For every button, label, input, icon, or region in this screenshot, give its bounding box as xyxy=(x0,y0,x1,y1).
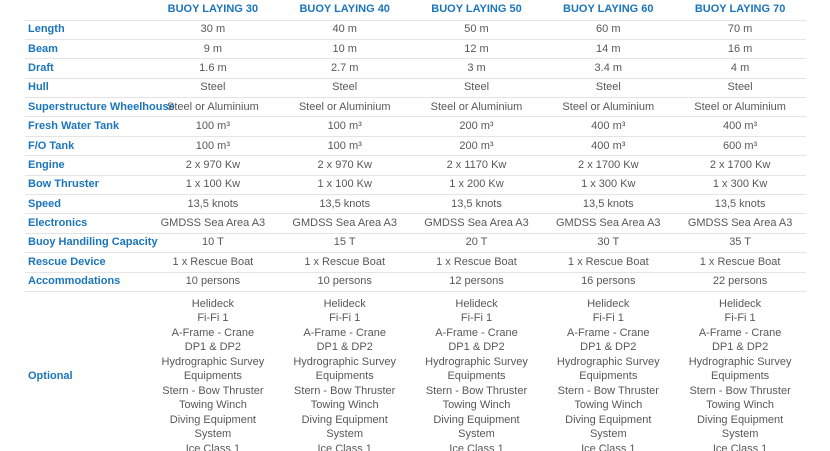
optional-item: Fi-Fi 1 xyxy=(329,312,361,325)
cell-value: 70 m xyxy=(674,20,806,39)
cell-value: 16 m xyxy=(674,39,806,58)
optional-item: A-Frame - Crane xyxy=(435,326,518,339)
optional-item: Helideck xyxy=(323,297,366,310)
cell-value: 3.4 m xyxy=(542,59,674,78)
optional-item: Fi-Fi 1 xyxy=(724,312,756,325)
optional-item: Ice Class 1 xyxy=(581,442,636,451)
cell-value: 1 x Rescue Boat xyxy=(542,253,674,272)
cell-value: Steel or Aluminium xyxy=(411,98,543,117)
optional-item: Diving Equipment System xyxy=(565,413,652,441)
optional-item: Towing Winch xyxy=(442,399,511,412)
optional-cell xyxy=(147,291,279,451)
optional-item: DP1 & DP2 xyxy=(711,341,769,354)
cell-value: 1 x 200 Kw xyxy=(411,175,543,194)
optional-item: Fi-Fi 1 xyxy=(592,312,624,325)
cell-value: 1 x Rescue Boat xyxy=(147,253,279,272)
table-row xyxy=(25,136,806,155)
optional-item: Towing Winch xyxy=(706,399,775,412)
table-row xyxy=(25,233,806,252)
row-label: Electronics xyxy=(25,214,147,233)
table-header xyxy=(25,0,806,20)
cell-value: 22 persons xyxy=(674,272,806,291)
row-label: Superstructure Wheelhouse xyxy=(25,98,147,117)
optional-item: Helideck xyxy=(191,297,234,310)
cell-value: 14 m xyxy=(542,39,674,58)
row-label: F/O Tank xyxy=(25,136,147,155)
row-label: Beam xyxy=(25,39,147,58)
cell-value: 10 persons xyxy=(147,272,279,291)
table-row xyxy=(25,39,806,58)
cell-value: 9 m xyxy=(147,39,279,58)
cell-value: 1.6 m xyxy=(147,59,279,78)
optional-item: Hydrographic Survey Equipments xyxy=(556,355,660,383)
cell-value: 13,5 knots xyxy=(542,195,674,214)
table-row xyxy=(25,272,806,291)
optional-item: Stern - Bow Thruster xyxy=(689,384,791,397)
cell-value: 4 m xyxy=(674,59,806,78)
row-label: Fresh Water Tank xyxy=(25,117,147,136)
optional-item: DP1 & DP2 xyxy=(316,341,373,354)
cell-value: 60 m xyxy=(542,20,674,39)
cell-value: 10 m xyxy=(279,39,411,58)
optional-item: Diving Equipment System xyxy=(696,413,784,441)
cell-value: Steel xyxy=(279,78,411,97)
row-label: Buoy Handiling Capacity xyxy=(25,233,147,252)
table-row xyxy=(25,175,806,194)
optional-item: Ice Class 1 xyxy=(712,442,768,451)
cell-value: 20 T xyxy=(411,233,543,252)
optional-item: Diving Equipment System xyxy=(301,413,388,441)
optional-cell xyxy=(411,291,543,451)
optional-item: Fi-Fi 1 xyxy=(460,312,493,325)
cell-value: GMDSS Sea Area A3 xyxy=(542,214,674,233)
cell-value: 400 m³ xyxy=(674,117,806,136)
optional-item: DP1 & DP2 xyxy=(184,341,242,354)
cell-value: 12 persons xyxy=(411,272,543,291)
cell-value: 2 x 1700 Kw xyxy=(542,156,674,175)
cell-value: 30 m xyxy=(147,20,279,39)
cell-value: Steel or Aluminium xyxy=(674,98,806,117)
optional-item: Towing Winch xyxy=(310,399,379,412)
cell-value: 100 m³ xyxy=(279,136,411,155)
corner-cell xyxy=(25,0,147,20)
optional-row xyxy=(25,291,806,451)
optional-cell xyxy=(279,291,411,451)
optional-item: Stern - Bow Thruster xyxy=(294,384,396,397)
cell-value: 35 T xyxy=(674,233,806,252)
optional-item: A-Frame - Crane xyxy=(303,326,386,339)
row-label: Hull xyxy=(25,78,147,97)
cell-value: GMDSS Sea Area A3 xyxy=(411,214,543,233)
optional-item: Stern - Bow Thruster xyxy=(162,384,264,397)
optional-item: Stern - Bow Thruster xyxy=(557,384,659,397)
cell-value: 13,5 knots xyxy=(674,195,806,214)
cell-value: 600 m³ xyxy=(674,136,806,155)
table-row xyxy=(25,214,806,233)
optional-item: Towing Winch xyxy=(178,399,247,412)
optional-item: Diving Equipment System xyxy=(169,413,256,441)
table-row xyxy=(25,156,806,175)
table-body xyxy=(25,20,806,451)
optional-item: Towing Winch xyxy=(574,399,643,412)
column-header: BUOY LAYING 40 xyxy=(279,0,411,20)
cell-value: 50 m xyxy=(411,20,543,39)
optional-item: Fi-Fi 1 xyxy=(197,312,229,325)
cell-value: 2 x 970 Kw xyxy=(147,156,279,175)
cell-value: 2.7 m xyxy=(279,59,411,78)
optional-item: Hydrographic Survey Equipments xyxy=(688,355,792,383)
cell-value: 1 x Rescue Boat xyxy=(411,253,543,272)
row-label: Length xyxy=(25,20,147,39)
cell-value: 10 T xyxy=(147,233,279,252)
cell-value: 2 x 1700 Kw xyxy=(674,156,806,175)
cell-value: GMDSS Sea Area A3 xyxy=(674,214,806,233)
cell-value: 400 m³ xyxy=(542,117,674,136)
cell-value: Steel xyxy=(411,78,543,97)
cell-value: Steel xyxy=(674,78,806,97)
column-header: BUOY LAYING 60 xyxy=(542,0,674,20)
optional-item: Hydrographic Survey Equipments xyxy=(425,355,528,383)
optional-item: DP1 & DP2 xyxy=(448,341,505,354)
table-row xyxy=(25,78,806,97)
cell-value: 200 m³ xyxy=(411,117,543,136)
optional-item: Ice Class 1 xyxy=(449,442,504,451)
optional-item: Helideck xyxy=(719,297,762,310)
cell-value: 13,5 knots xyxy=(411,195,543,214)
table-row xyxy=(25,117,806,136)
cell-value: 1 x Rescue Boat xyxy=(279,253,411,272)
column-header: BUOY LAYING 70 xyxy=(674,0,806,20)
cell-value: 1 x 100 Kw xyxy=(279,175,411,194)
optional-item: DP1 & DP2 xyxy=(580,341,637,354)
column-header: BUOY LAYING 50 xyxy=(411,0,543,20)
cell-value: 2 x 1170 Kw xyxy=(411,156,543,175)
row-label: Speed xyxy=(25,195,147,214)
optional-cell xyxy=(542,291,674,451)
cell-value: GMDSS Sea Area A3 xyxy=(279,214,411,233)
table-row xyxy=(25,253,806,272)
cell-value: 200 m³ xyxy=(411,136,543,155)
cell-value: GMDSS Sea Area A3 xyxy=(147,214,279,233)
cell-value: 10 persons xyxy=(279,272,411,291)
optional-item: Helideck xyxy=(587,297,630,310)
table-row xyxy=(25,98,806,117)
row-label: Rescue Device xyxy=(25,253,147,272)
cell-value: 1 x 300 Kw xyxy=(542,175,674,194)
row-label: Bow Thruster xyxy=(25,175,147,194)
optional-item: Ice Class 1 xyxy=(317,442,372,451)
cell-value: 12 m xyxy=(411,39,543,58)
cell-value: 16 persons xyxy=(542,272,674,291)
vessel-spec-table xyxy=(25,0,806,451)
cell-value: 400 m³ xyxy=(542,136,674,155)
cell-value: 15 T xyxy=(279,233,411,252)
optional-item: A-Frame - Crane xyxy=(567,326,650,339)
cell-value: 30 T xyxy=(542,233,674,252)
optional-item: Ice Class 1 xyxy=(185,442,241,451)
cell-value: 100 m³ xyxy=(147,136,279,155)
cell-value: Steel xyxy=(147,78,279,97)
cell-value: 100 m³ xyxy=(147,117,279,136)
cell-value: Steel or Aluminium xyxy=(147,98,279,117)
cell-value: 100 m³ xyxy=(279,117,411,136)
table-row xyxy=(25,59,806,78)
optional-item: Helideck xyxy=(455,297,498,310)
cell-value: 1 x 100 Kw xyxy=(147,175,279,194)
table-row xyxy=(25,195,806,214)
cell-value: 13,5 knots xyxy=(279,195,411,214)
row-label: Draft xyxy=(25,59,147,78)
optional-item: Hydrographic Survey Equipments xyxy=(161,355,265,383)
cell-value: 1 x 300 Kw xyxy=(674,175,806,194)
row-label: Engine xyxy=(25,156,147,175)
cell-value: 1 x Rescue Boat xyxy=(674,253,806,272)
table-row xyxy=(25,20,806,39)
optional-item: Hydrographic Survey Equipments xyxy=(293,355,397,383)
optional-cell xyxy=(674,291,806,451)
cell-value: Steel xyxy=(542,78,674,97)
column-header: BUOY LAYING 30 xyxy=(147,0,279,20)
row-label: Optional xyxy=(28,369,73,382)
optional-item: A-Frame - Crane xyxy=(698,326,782,339)
cell-value: Steel or Aluminium xyxy=(542,98,674,117)
cell-value: 13,5 knots xyxy=(147,195,279,214)
optional-item: Diving Equipment System xyxy=(433,413,520,441)
cell-value: 40 m xyxy=(279,20,411,39)
cell-value: 3 m xyxy=(411,59,543,78)
cell-value: 2 x 970 Kw xyxy=(279,156,411,175)
cell-value: Steel or Aluminium xyxy=(279,98,411,117)
row-label: Accommodations xyxy=(25,272,147,291)
optional-item: A-Frame - Crane xyxy=(171,326,255,339)
header-row xyxy=(25,0,806,20)
optional-item: Stern - Bow Thruster xyxy=(425,384,528,397)
